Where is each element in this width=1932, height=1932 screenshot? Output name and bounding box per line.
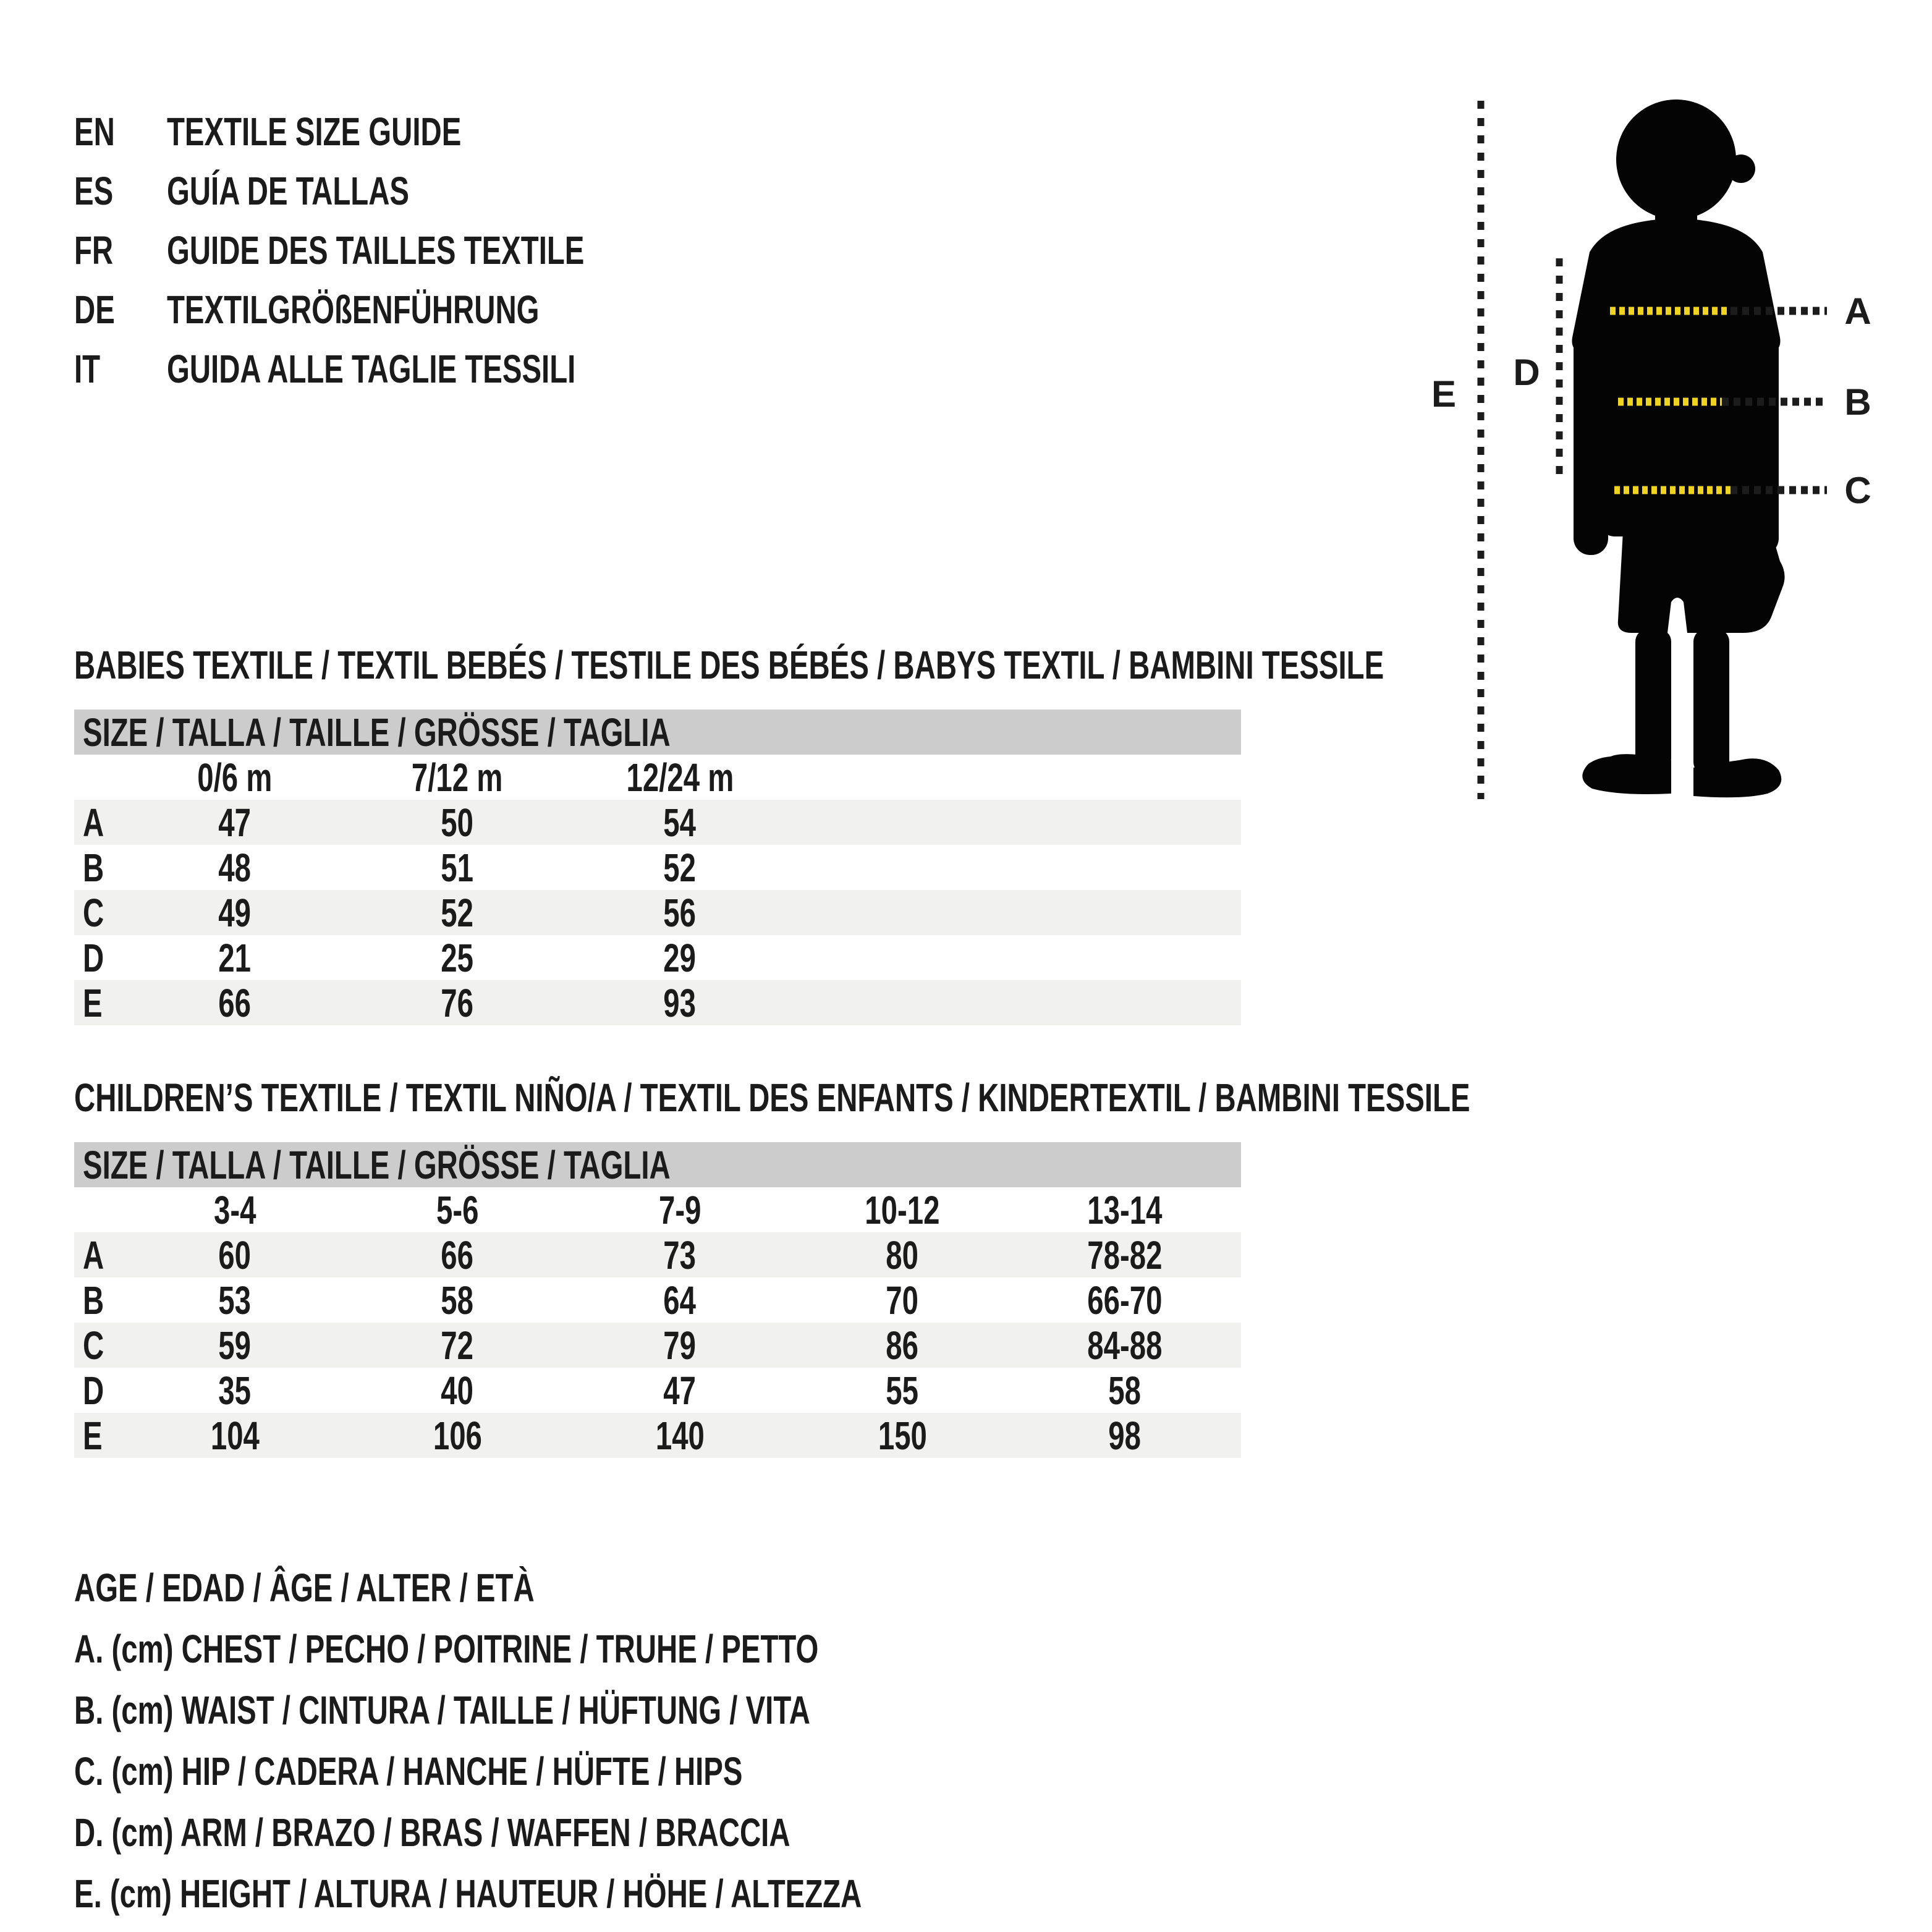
table-cell: 84-88 — [1087, 1323, 1163, 1368]
column-header: 3-4 — [213, 1188, 256, 1232]
language-code: IT — [74, 347, 101, 391]
legend-line: A. (cm) CHEST / PECHO / POITRINE / TRUHE / PETTO — [74, 1627, 819, 1671]
table-cell: 106 — [433, 1413, 482, 1458]
table-cell: 29 — [663, 936, 697, 980]
guide-title: TEXTILE SIZE GUIDE — [167, 109, 462, 154]
row-label: C — [83, 891, 104, 935]
table-row — [74, 800, 1241, 845]
label-e: E — [1431, 373, 1457, 415]
table-cell: 51 — [441, 845, 474, 890]
table-cell: 98 — [1108, 1413, 1142, 1458]
guide-title: TEXTILGRÖßENFÜHRUNG — [167, 287, 540, 332]
table-cell: 86 — [886, 1323, 919, 1368]
label-a: A — [1844, 290, 1871, 332]
column-header: 7/12 m — [412, 755, 503, 800]
table-cell: 64 — [663, 1278, 697, 1323]
table-cell: 53 — [218, 1278, 252, 1323]
children-title-text: CHILDREN’S TEXTILE / TEXTIL NIÑO/A / TEXTIL DES ENFANTS / KINDERTEXTIL / BAMBINI TESSILE — [74, 1075, 1470, 1120]
language-row — [74, 339, 731, 399]
children-size-bar — [74, 1142, 1241, 1187]
table-row — [74, 845, 1241, 890]
babies-size-table — [74, 710, 1241, 1025]
language-row — [74, 161, 731, 221]
language-code: ES — [74, 169, 114, 213]
column-header: 13-14 — [1087, 1188, 1163, 1232]
language-code: FR — [74, 228, 114, 273]
table-cell: 76 — [441, 981, 474, 1025]
legend-line: C. (cm) HIP / CADERA / HANCHE / HÜFTE / HIPS — [74, 1749, 743, 1794]
table-cell: 47 — [218, 800, 252, 845]
table-cell: 58 — [441, 1278, 474, 1323]
language-code: DE — [74, 287, 115, 332]
table-cell: 49 — [218, 891, 252, 935]
table-cell: 70 — [886, 1278, 919, 1323]
table-cell: 40 — [441, 1368, 474, 1413]
label-b: B — [1844, 381, 1871, 423]
row-label: D — [83, 1368, 104, 1413]
table-cell: 79 — [663, 1323, 697, 1368]
table-row — [74, 1277, 1241, 1323]
babies-size-bar-label: SIZE / TALLA / TAILLE / GRÖSSE / TAGLIA — [83, 710, 671, 755]
column-header: 0/6 m — [197, 755, 273, 800]
table-row — [74, 1413, 1241, 1458]
table-cell: 56 — [663, 891, 697, 935]
table-cell: 21 — [218, 936, 252, 980]
legend-line: E. (cm) HEIGHT / ALTURA / HAUTEUR / HÖHE / ALTEZZA — [74, 1871, 862, 1916]
table-cell: 59 — [218, 1323, 252, 1368]
legend-line: AGE / EDAD / ÂGE / ALTER / ETÀ — [74, 1566, 535, 1610]
table-cell: 47 — [663, 1368, 697, 1413]
language-code: EN — [74, 109, 115, 154]
row-label: A — [83, 800, 104, 845]
table-row — [74, 890, 1241, 935]
column-header: 7-9 — [658, 1188, 701, 1232]
guide-title: GUIDA ALLE TAGLIE TESSILI — [167, 347, 576, 391]
babies-title-text: BABIES TEXTILE / TEXTIL BEBÉS / TESTILE DES BÉBÉS / BABYS TEXTIL / BAMBINI TESSILE — [74, 643, 1384, 687]
table-cell: 25 — [441, 936, 474, 980]
language-header — [74, 102, 731, 399]
language-row — [74, 280, 731, 339]
table-cell: 54 — [663, 800, 697, 845]
table-row — [74, 980, 1241, 1025]
table-cell: 93 — [663, 981, 697, 1025]
children-section-title — [74, 1075, 1932, 1120]
table-row — [74, 1323, 1241, 1368]
guide-title: GUÍA DE TALLAS — [167, 169, 410, 213]
table-cell: 60 — [218, 1233, 252, 1277]
babies-table-body — [74, 755, 1241, 1025]
table-cell: 50 — [441, 800, 474, 845]
table-cell: 52 — [441, 891, 474, 935]
measurement-figure — [1421, 91, 1916, 815]
table-cell: 48 — [218, 845, 252, 890]
table-cell: 78-82 — [1087, 1233, 1163, 1277]
table-column-header-row — [74, 1187, 1241, 1232]
table-cell: 66 — [441, 1233, 474, 1277]
children-table-body — [74, 1187, 1241, 1458]
row-label: B — [83, 1278, 104, 1323]
children-size-bar-label: SIZE / TALLA / TAILLE / GRÖSSE / TAGLIA — [83, 1142, 671, 1187]
table-cell: 73 — [663, 1233, 697, 1277]
row-label: E — [83, 981, 103, 1025]
column-header: 12/24 m — [626, 755, 734, 800]
table-cell: 66-70 — [1087, 1278, 1163, 1323]
table-cell: 66 — [218, 981, 252, 1025]
label-d: D — [1513, 352, 1540, 393]
legend-line: B. (cm) WAIST / CINTURA / TAILLE / HÜFTUNG / VITA — [74, 1688, 810, 1732]
table-cell: 52 — [663, 845, 697, 890]
legend-line: D. (cm) ARM / BRAZO / BRAS / WAFFEN / BRACCIA — [74, 1810, 790, 1855]
table-cell: 104 — [210, 1413, 260, 1458]
row-label: C — [83, 1323, 104, 1368]
row-label: D — [83, 936, 104, 980]
child-silhouette — [1572, 100, 1784, 797]
table-cell: 80 — [886, 1233, 919, 1277]
table-column-header-row — [74, 755, 1241, 800]
table-cell: 140 — [655, 1413, 705, 1458]
row-label: B — [83, 845, 104, 890]
row-label: A — [83, 1233, 104, 1277]
column-header: 5-6 — [436, 1188, 479, 1232]
language-row — [74, 102, 731, 161]
row-label: E — [83, 1413, 103, 1458]
label-c: C — [1844, 470, 1871, 511]
babies-size-bar — [74, 710, 1241, 755]
table-row — [74, 1368, 1241, 1413]
babies-section-title — [74, 643, 1844, 687]
guide-title: GUIDE DES TAILLES TEXTILE — [167, 228, 585, 273]
table-cell: 150 — [878, 1413, 927, 1458]
table-cell: 35 — [218, 1368, 252, 1413]
table-row — [74, 1232, 1241, 1277]
table-cell: 72 — [441, 1323, 474, 1368]
children-size-table — [74, 1142, 1241, 1458]
table-row — [74, 935, 1241, 980]
table-cell: 55 — [886, 1368, 919, 1413]
measurement-legend — [74, 1557, 1138, 1925]
table-cell: 58 — [1108, 1368, 1142, 1413]
column-header: 10-12 — [865, 1188, 940, 1232]
language-row — [74, 221, 731, 280]
